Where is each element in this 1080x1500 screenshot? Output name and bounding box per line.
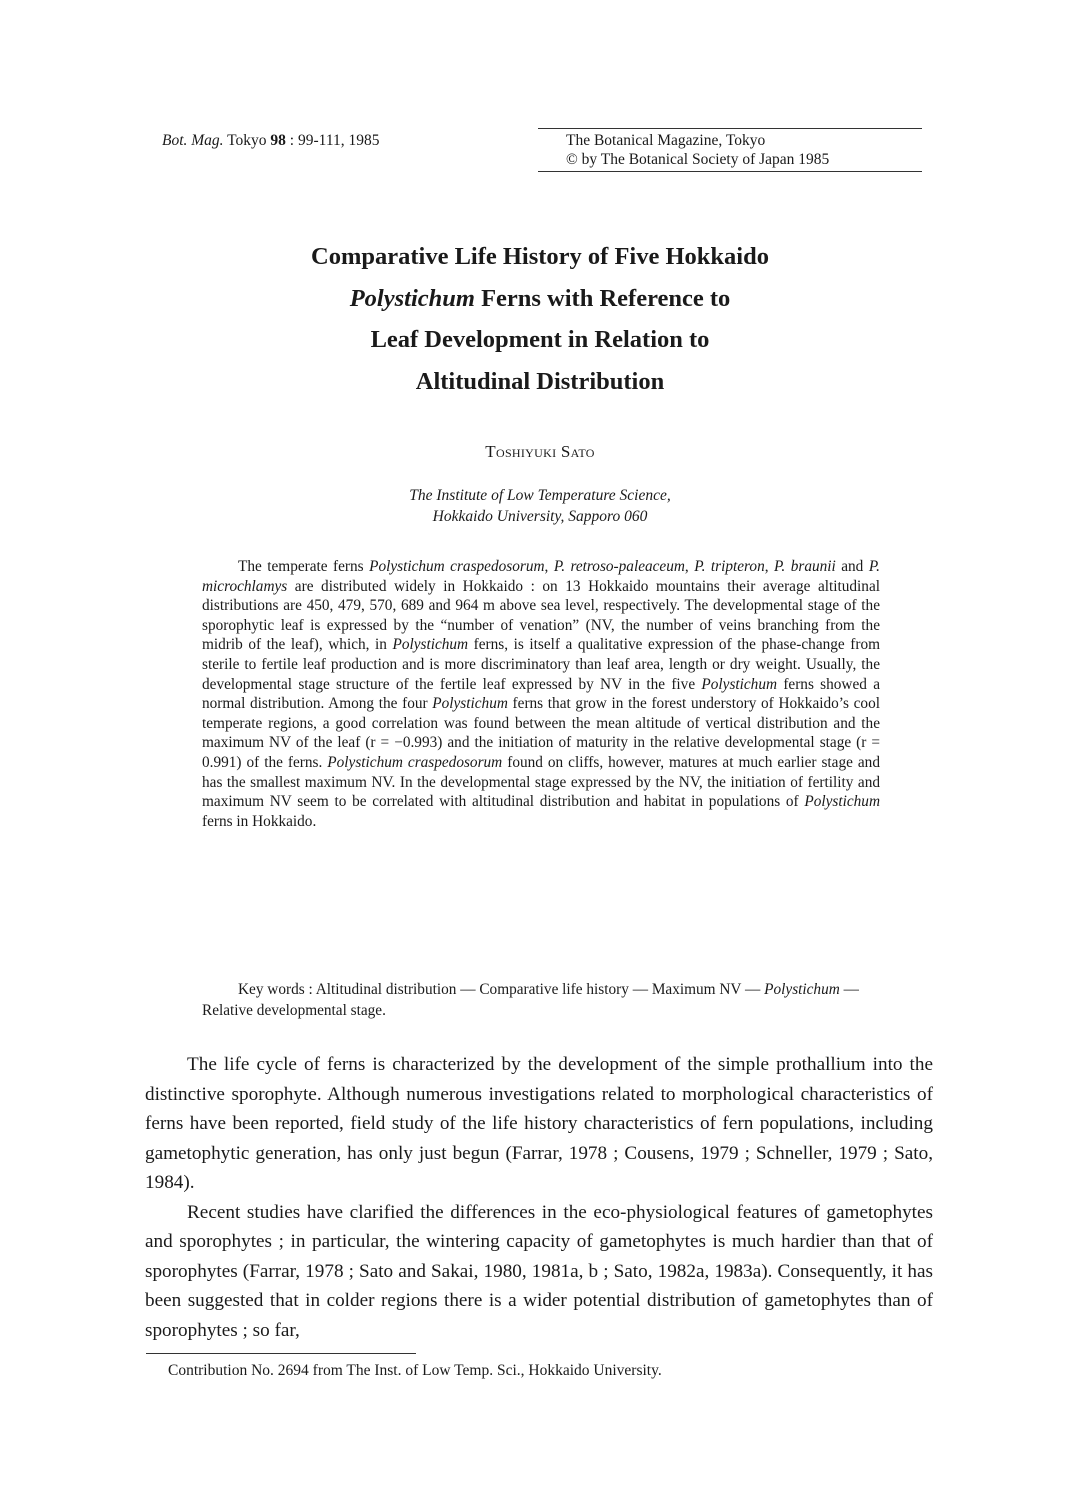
keyword-genus: Polystichum — [764, 981, 840, 998]
paper-title — [140, 236, 940, 402]
abstract-text: The temperate ferns — [238, 558, 370, 575]
citation-journal: Bot. Mag. — [162, 132, 224, 149]
title-line-2-rest: Ferns with Reference to — [474, 284, 731, 312]
abstract-text: and — [835, 558, 869, 575]
abstract-text: ferns that grow in the forest understory of Hokkaido’s cool temperate regions, a good correlation was found between the mean altitude of vertical distribution and the maximum NV of the leaf (r = −0.993) and the initiation of maturity in the relative developmental stage (r = 0.991) of the ferns. — [202, 695, 880, 771]
footnote: Contribution No. 2694 from The Inst. of Low Temp. Sci., Hokkaido University. — [168, 1362, 662, 1379]
affiliation-line-1: The Institute of Low Temperature Science, — [409, 487, 671, 504]
footnote-divider — [146, 1353, 416, 1354]
title-line-2 — [140, 278, 940, 320]
abstract — [202, 557, 880, 831]
species-name: Polystichum — [392, 636, 469, 654]
title-genus: Polystichum — [349, 284, 475, 312]
publisher-line-2: © by The Botanical Society of Japan 1985 — [566, 151, 830, 168]
species-name: P. microchlamys — [202, 558, 881, 595]
publisher-header — [538, 128, 922, 172]
keywords-text: Key words : Altitudinal distribution — Comparative life history — Maximum NV — — [238, 981, 765, 998]
title-line-4: Altitudinal Distribution — [415, 367, 665, 395]
body-paragraph-1: The life cycle of ferns is characterized by the development of the simple prothallium into the distinctive sporophyte. Although numerous investigations related to morphological characteristics of ferns have been reported, field study of the life history characteristics of fern populations, including gametophytic generation, has only just begun (Farrar, 1978 ; Cousens, 1979 ; Schneller, 1979 ; Sato, 1984). — [145, 1054, 933, 1193]
keywords — [202, 980, 880, 1021]
species-name: Polystichum craspedosorum — [369, 558, 545, 575]
abstract-text: , — [684, 558, 695, 575]
main-body — [145, 1050, 933, 1345]
citation-volume: 98 — [270, 132, 286, 149]
affiliation-line-2: Hokkaido University, Sapporo 060 — [432, 508, 648, 525]
species-name: Polystichum — [804, 793, 880, 811]
species-name: Polystichum craspedosorum — [327, 753, 503, 771]
species-name: Polystichum — [701, 675, 778, 693]
title-line-3: Leaf Development in Relation to — [370, 326, 710, 353]
publisher-line-1: The Botanical Magazine, Tokyo — [566, 132, 766, 149]
species-name: Polystichum — [432, 695, 508, 713]
abstract-text: , — [544, 558, 554, 575]
abstract-text: found on cliffs, however, matures at much earlier stage and has the smallest maximum NV. In the developmental stage expressed by the NV, the initiation of fertility and maximum NV seem to be correlated with altitudinal distribution and habitat in populations of — [202, 753, 880, 811]
body-paragraph-2: Recent studies have clarified the differences in the eco-physiological features of gametophytes and sporophytes ; in particular, the wintering capacity of gametophytes is much hardier than that of sporophytes (Farrar, 1978 ; Sato and Sakai, 1980, 1981a, b ; Sato, 1982a, 1983a). Consequently, it has been suggested that in colder regions there is a wider potential distribution of gametophytes than of sporophytes ; so far, — [145, 1201, 933, 1341]
species-name: P. braunii — [774, 558, 836, 575]
species-name: P. tripteron — [694, 558, 765, 575]
citation-city: Tokyo — [223, 132, 271, 149]
abstract-text: ferns showed a normal distribution. Among the four — [202, 675, 880, 713]
abstract-text: , — [764, 558, 775, 575]
author-affiliation — [0, 485, 1080, 527]
author-name: Toshiyuki Sato — [485, 442, 595, 461]
abstract-text: ferns in Hokkaido. — [202, 812, 317, 830]
keywords-text-end: — Relative developmental stage. — [202, 981, 859, 1019]
species-name: P. retroso-paleaceum — [553, 558, 685, 575]
title-line-1: Comparative Life History of Five Hokkaido — [311, 243, 769, 270]
citation-pages: : 99-111, 1985 — [285, 132, 380, 149]
abstract-text: ferns, is itself a qualitative expression of the phase-change from sterile to fertile leaf production and is more discriminatory than leaf area, length or dry weight. Usually, the developmental stage structure of the fertile leaf expressed by NV in the five — [202, 636, 880, 693]
abstract-text: are distributed widely in Hokkaido : on 13 Hokkaido mountains their average altitudinal distributions are 450, 479, 570, 689 and 964 m above sea level, respectively. The developmental stage of the sporophytic leaf is expressed by the “number of venation” (NV, the number of veins branching from the midrib of the leaf), which, in — [202, 577, 880, 654]
citation-header — [162, 131, 380, 151]
